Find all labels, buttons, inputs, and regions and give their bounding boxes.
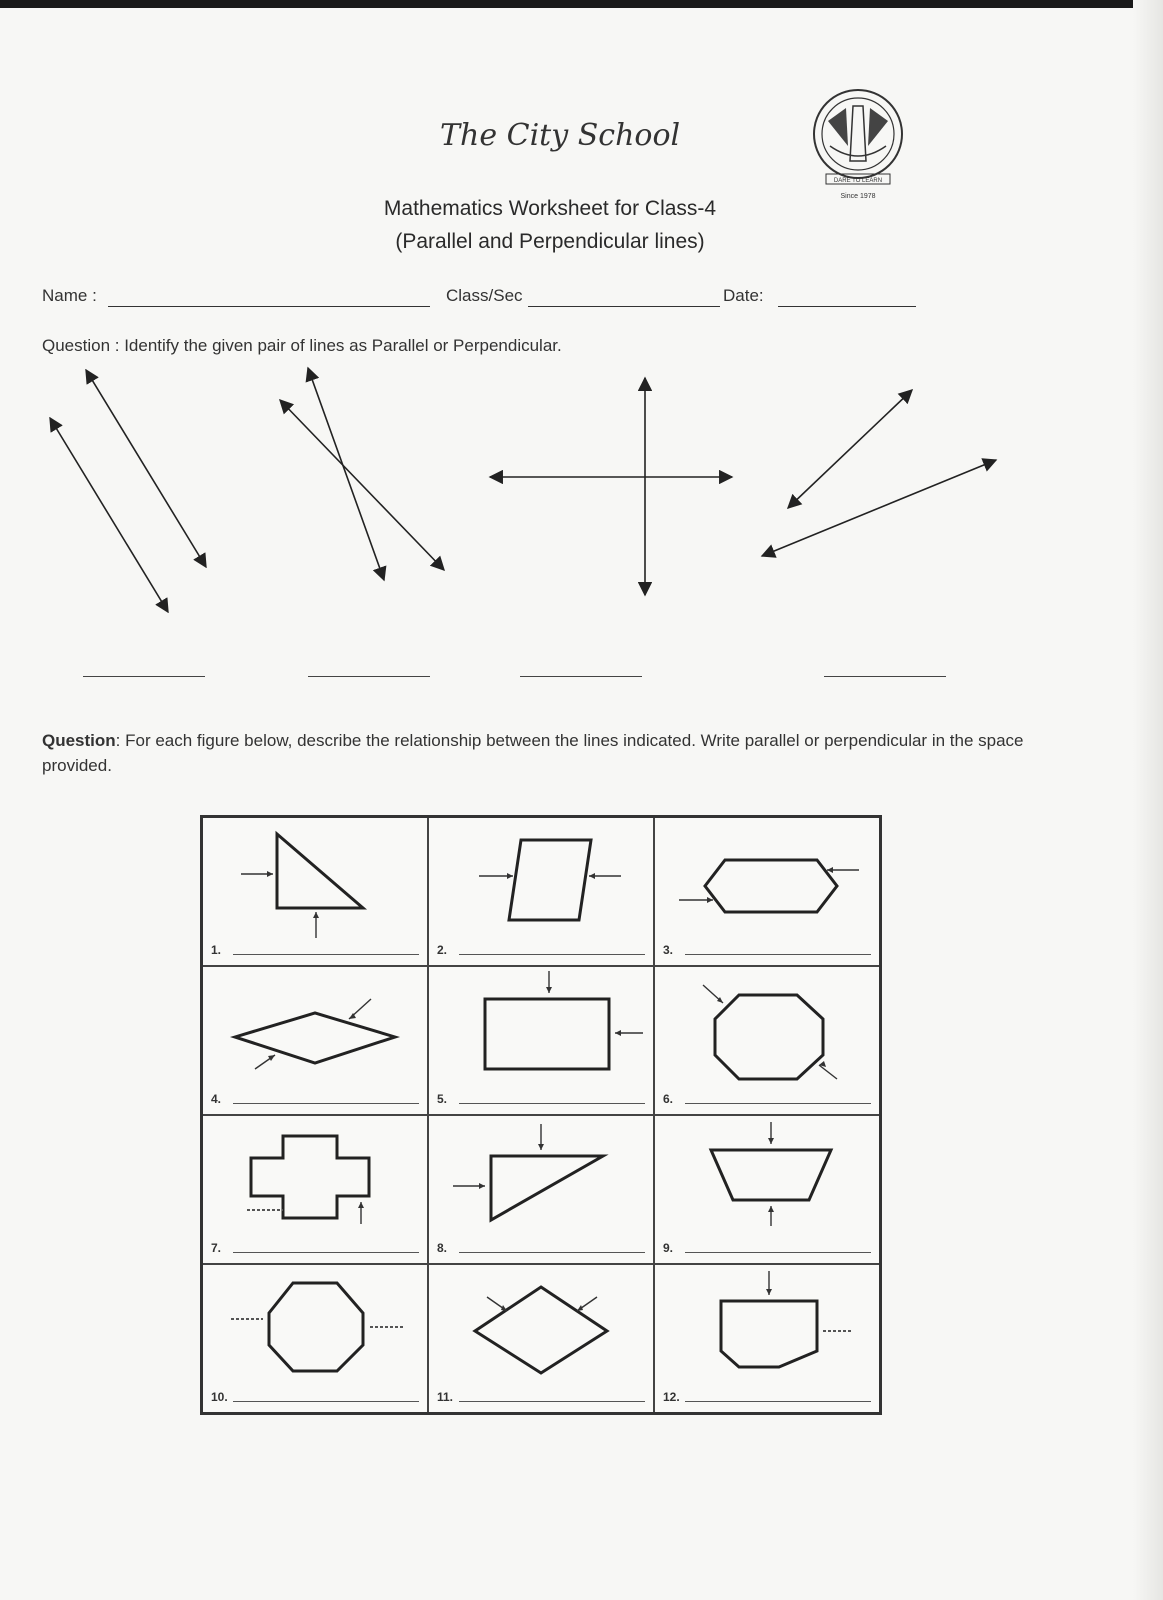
cell-answer-line[interactable] xyxy=(459,954,645,955)
cell-number: 1. xyxy=(211,943,222,957)
right-triangle-figure xyxy=(203,818,427,965)
grid-cell-2 xyxy=(428,817,654,967)
rhombus-figure xyxy=(203,967,427,1114)
grid-cell-6 xyxy=(654,966,881,1115)
cell-answer-line[interactable] xyxy=(685,1103,871,1104)
cell-number: 10. xyxy=(211,1390,228,1404)
grid-cell-8 xyxy=(428,1115,654,1264)
answer-blank-3[interactable] xyxy=(520,676,642,677)
cell-number: 9. xyxy=(663,1241,674,1255)
cell-answer-line[interactable] xyxy=(685,1401,871,1402)
figure-diverging-pair xyxy=(762,390,996,556)
logo-since: Since 1978 xyxy=(840,193,876,200)
cell-number: 2. xyxy=(437,943,448,957)
cross-figure xyxy=(203,1116,427,1263)
figure-crossing-pair xyxy=(280,368,444,580)
question-2-body: : For each figure below, describe the relationship between the lines indicated. Write parallel or perpendicular in the space provided. xyxy=(42,731,1024,775)
trapezoid-figure xyxy=(655,1116,879,1263)
cell-number: 4. xyxy=(211,1092,222,1106)
grid-cell-11 xyxy=(428,1264,654,1414)
cell-answer-line[interactable] xyxy=(233,1401,419,1402)
pentagon-figure xyxy=(655,1265,879,1412)
answer-blank-2[interactable] xyxy=(308,676,430,677)
question-1-figures xyxy=(0,0,1163,720)
cell-answer-line[interactable] xyxy=(459,1401,645,1402)
cell-answer-line[interactable] xyxy=(459,1252,645,1253)
cell-number: 8. xyxy=(437,1241,448,1255)
grid-cell-7 xyxy=(202,1115,429,1264)
cell-answer-line[interactable] xyxy=(685,954,871,955)
grid-cell-1 xyxy=(202,817,429,967)
cell-number: 6. xyxy=(663,1092,674,1106)
question-2-text xyxy=(42,728,1082,778)
worksheet-subtitle: (Parallel and Perpendicular lines) xyxy=(395,230,705,253)
hexagon-figure xyxy=(203,1265,427,1412)
cell-number: 11. xyxy=(437,1390,454,1404)
grid-cell-5 xyxy=(428,966,654,1115)
rhombus-figure xyxy=(429,1265,653,1412)
figure-parallel-pair xyxy=(50,370,206,612)
cell-answer-line[interactable] xyxy=(233,1252,419,1253)
cell-answer-line[interactable] xyxy=(459,1103,645,1104)
cell-number: 3. xyxy=(663,943,674,957)
octagon-figure xyxy=(655,967,879,1114)
cell-number: 7. xyxy=(211,1241,222,1255)
worksheet-title: Mathematics Worksheet for Class-4 xyxy=(383,197,717,220)
answer-blank-4[interactable] xyxy=(824,676,946,677)
name-label: Name : xyxy=(42,286,97,305)
hexagon-figure xyxy=(655,818,879,965)
logo-motto: DARE TO LEARN xyxy=(833,178,883,184)
cell-number: 12. xyxy=(663,1390,680,1404)
cell-answer-line[interactable] xyxy=(233,1103,419,1104)
figures-grid xyxy=(200,815,882,1415)
grid-cell-3 xyxy=(654,817,881,967)
right-triangle-figure xyxy=(429,1116,653,1263)
cell-number: 5. xyxy=(437,1092,448,1106)
figure-perpendicular-cross xyxy=(490,378,732,595)
grid-cell-4 xyxy=(202,966,429,1115)
answer-blank-1[interactable] xyxy=(83,676,205,677)
question-1-text: Question : Identify the given pair of lines as Parallel or Perpendicular. xyxy=(42,336,562,355)
parallelogram-figure xyxy=(429,818,653,965)
question-2-label: Question xyxy=(42,731,116,750)
cell-answer-line[interactable] xyxy=(233,954,419,955)
grid-cell-9 xyxy=(654,1115,881,1264)
cell-answer-line[interactable] xyxy=(685,1252,871,1253)
grid-cell-10 xyxy=(202,1264,429,1414)
date-label: Date: xyxy=(723,286,764,305)
class-label: Class/Sec xyxy=(446,286,523,305)
school-name: The City School xyxy=(440,118,681,153)
rectangle-figure xyxy=(429,967,653,1114)
grid-cell-12 xyxy=(654,1264,881,1414)
